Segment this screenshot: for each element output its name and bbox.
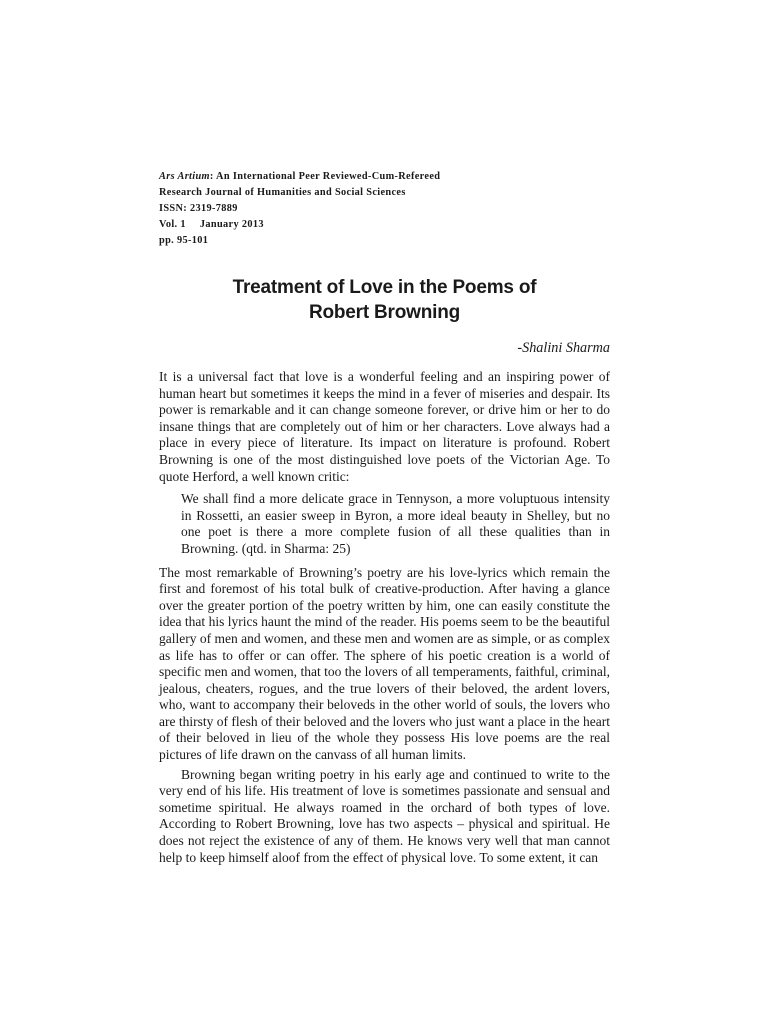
article-author: -Shalini Sharma [517, 340, 610, 356]
journal-pages: pp. 95-101 [159, 235, 209, 246]
journal-description: : An International Peer Reviewed-Cum-Refereed [209, 171, 441, 182]
journal-subtitle: Research Journal of Humanities and Social Sciences [159, 187, 406, 198]
journal-volume-line [159, 217, 579, 233]
journal-name: Ars Artium [159, 171, 210, 182]
article-title-line-2: Robert Browning [308, 302, 461, 323]
journal-date: January 2013 [199, 219, 264, 230]
paragraph-2: The most remarkable of Browning’s poetry are his love-lyrics which remain the first and foremost of his total bulk of creative-production. After having a glance over the greater portion of the poetry written by him, one can easily constitute the idea that his lyrics haunt the mind of the reader. His poems seem to be the beautiful gallery of men and women, and these men and women are as simple, or as complex as life has to offer or can offer. The sphere of his poetic creation is a world of specific men and women, that too the lovers of all temperaments, faithful, criminal, jealous, cheaters, rogues, and the true lovers of their beloved, the ardent lovers, who, want to accompany their beloveds in the other world of souls, the lovers who are thirsty of flesh of their beloved and the lovers who just want a place in the heart of their beloved in lieu of the whole they possess His love poems are the real pictures of life drawn on the canvass of all human limits. [159, 564, 610, 763]
block-quote: We shall find a more delicate grace in Tennyson, a more voluptuous intensity in Rossetti, an easier sweep in Byron, a more ideal beauty in Shelley, but no one poet is there a more complete fusion of all these qualities than in Browning. (qtd. in Sharma: 25) [181, 491, 610, 556]
article-title-line-1: Treatment of Love in the Poems of [232, 277, 537, 298]
article-body [159, 369, 610, 866]
paragraph-3: Browning began writing poetry in his early age and continued to write to the very end of his life. His treatment of love is sometimes passionate and sensual and sometime spiritual. He always roamed in the orchard of both types of love. According to Robert Browning, love has two aspects – physical and spiritual. He does not reject the existence of any of them. He knows very well that man cannot help to keep himself aloof from the effect of physical love. To some extent, it can [159, 766, 610, 865]
paragraph-1: It is a universal fact that love is a wonderful feeling and an inspiring power of human heart but sometimes it keeps the mind in a fever of miseries and despair. Its power is remarkable and it can change someone forever, or drive him or her to do insane things that are completely out of him or her characters. Love always had a place in every piece of literature. Its impact on literature is profound. Robert Browning is one of the most distinguished love poets of the Victorian Age. To quote Herford, a well known critic: [159, 369, 610, 484]
journal-volume: Vol. 1 [159, 219, 186, 230]
journal-issn: ISSN: 2319-7889 [159, 203, 238, 214]
journal-header [159, 169, 579, 249]
journal-name-line [159, 169, 579, 185]
article-title [159, 275, 610, 325]
